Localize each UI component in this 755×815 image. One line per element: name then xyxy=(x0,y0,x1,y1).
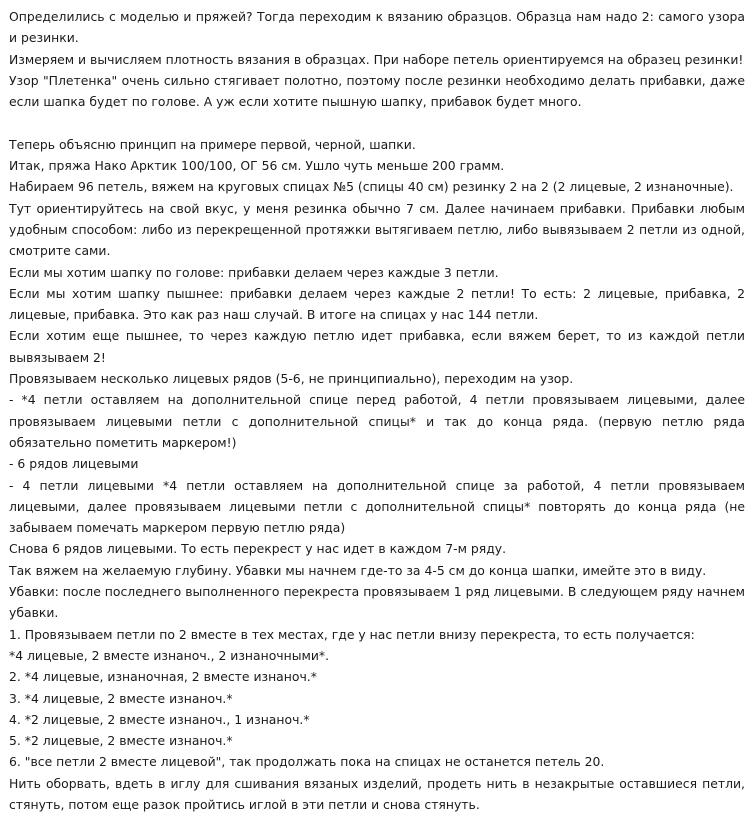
decrease-step-6: 6. "все петли 2 вместе лицевой", так продолжать пока на спицах не останется петель 20. xyxy=(9,754,605,770)
paragraph-yarn: Итак, пряжа Нако Арктик 100/100, ОГ 56 см. Ушло чуть меньше 200 грамм. xyxy=(9,158,505,174)
step-six-rows: - 6 рядов лицевыми xyxy=(9,456,139,472)
paragraph-beret: Если хотим еще пышнее, то через каждую петлю идет прибавка, если вяжем берет, то из каждой петли вывязываем 2! xyxy=(9,328,745,365)
decrease-step-4: 4. *2 лицевые, 2 вместе изнаноч., 1 изнаноч.* xyxy=(9,711,310,727)
paragraph-pattern-note: Узор "Плетенка" очень сильно стягивает полотно, поэтому после резинки необходимо делать прибавки, даже если шапка будет по голове. А уж если хотите пышную шапку, прибавок будет много. xyxy=(9,72,745,110)
paragraph-finish: Нить оборвать, вдеть в иглу для сшивания вязаных изделий, продеть нить в незакрытые оставшиеся петли, стянуть, потом еще разок пройтись иглой в эти петли и снова стянуть. xyxy=(9,775,745,812)
paragraph-repeat: Снова 6 рядов лицевыми. То есть перекрест у нас идет в каждом 7-м ряду. xyxy=(9,541,507,557)
paragraph-decreases: Убавки: после последнего выполненного перекреста провязываем 1 ряд лицевыми. В следующем ряду начнем убавки. xyxy=(9,584,745,621)
paragraph-principle: Теперь объясню принцип на примере первой, черной, шапки. xyxy=(9,136,416,152)
paragraph-increases: Тут ориентируйтесь на свой вкус, у меня резинка обычно 7 см. Далее начинаем прибавки. Прибавки любым удобным способом: либо из перекрещенной протяжки вытягиваем петлю, либо вывязываем 2 петли из одной, смотрите сами. xyxy=(9,200,745,259)
decrease-step-3: 3. *4 лицевые, 2 вместе изнаноч.* xyxy=(9,690,233,706)
decrease-step-1-detail: *4 лицевые, 2 вместе изнаноч., 2 изнаночными*. xyxy=(9,647,330,663)
paragraph-cast-on: Набираем 96 петель, вяжем на круговых спицах №5 (спицы 40 см) резинку 2 на 2 (2 лицевые, 2 изнаночные). xyxy=(9,179,734,195)
decrease-step-1: 1. Провязываем петли по 2 вместе в тех местах, где у нас петли внизу перекреста, то есть получается: xyxy=(9,626,695,642)
decrease-step-5: 5. *2 лицевые, 2 вместе изнаноч.* xyxy=(9,733,233,749)
decrease-step-2: 2. *4 лицевые, изнаночная, 2 вместе изнаноч.* xyxy=(9,669,317,685)
paragraph-knit-rows: Провязываем несколько лицевых рядов (5-6, не принципиально), переходим на узор. xyxy=(9,371,574,387)
paragraph-fitted: Если мы хотим шапку по голове: прибавки делаем через каждые 3 петли. xyxy=(9,264,499,280)
blank-line xyxy=(9,112,745,133)
step-cable-back: - 4 петли лицевыми *4 петли оставляем на дополнительной спице за работой, 4 петли провязываем лицевыми, далее провязываем лицевыми петли с дополнительной спицы* повторять до конца ряда (не забываем помечать маркером первую петлю ряда) xyxy=(9,477,745,536)
paragraph-gauge: Измеряем и вычисляем плотность вязания в образцах. При наборе петель ориентируемся на образец резинки! xyxy=(9,51,744,67)
paragraph-intro: Определились с моделью и пряжей? Тогда переходим к вязанию образцов. Образца нам надо 2: самого узора и резинки. xyxy=(9,9,745,46)
step-cable-front: - *4 петли оставляем на дополнительной спице перед работой, 4 петли провязываем лицевыми, далее провязываем лицевыми петли с дополнительной спицы* и так до конца ряда. (первую петлю ряда обязательно пометить маркером!) xyxy=(9,392,745,450)
paragraph-depth: Так вяжем на желаемую глубину. Убавки мы начнем где-то за 4-5 см до конца шапки, имейте это в виду. xyxy=(9,562,707,578)
paragraph-fuller: Если мы хотим шапку пышнее: прибавки делаем через каждые 2 петли! То есть: 2 лицевые, прибавка, 2 лицевые, прибавка. Это как раз наш случай. В итоге на спицах у нас 144 петли. xyxy=(9,285,745,323)
